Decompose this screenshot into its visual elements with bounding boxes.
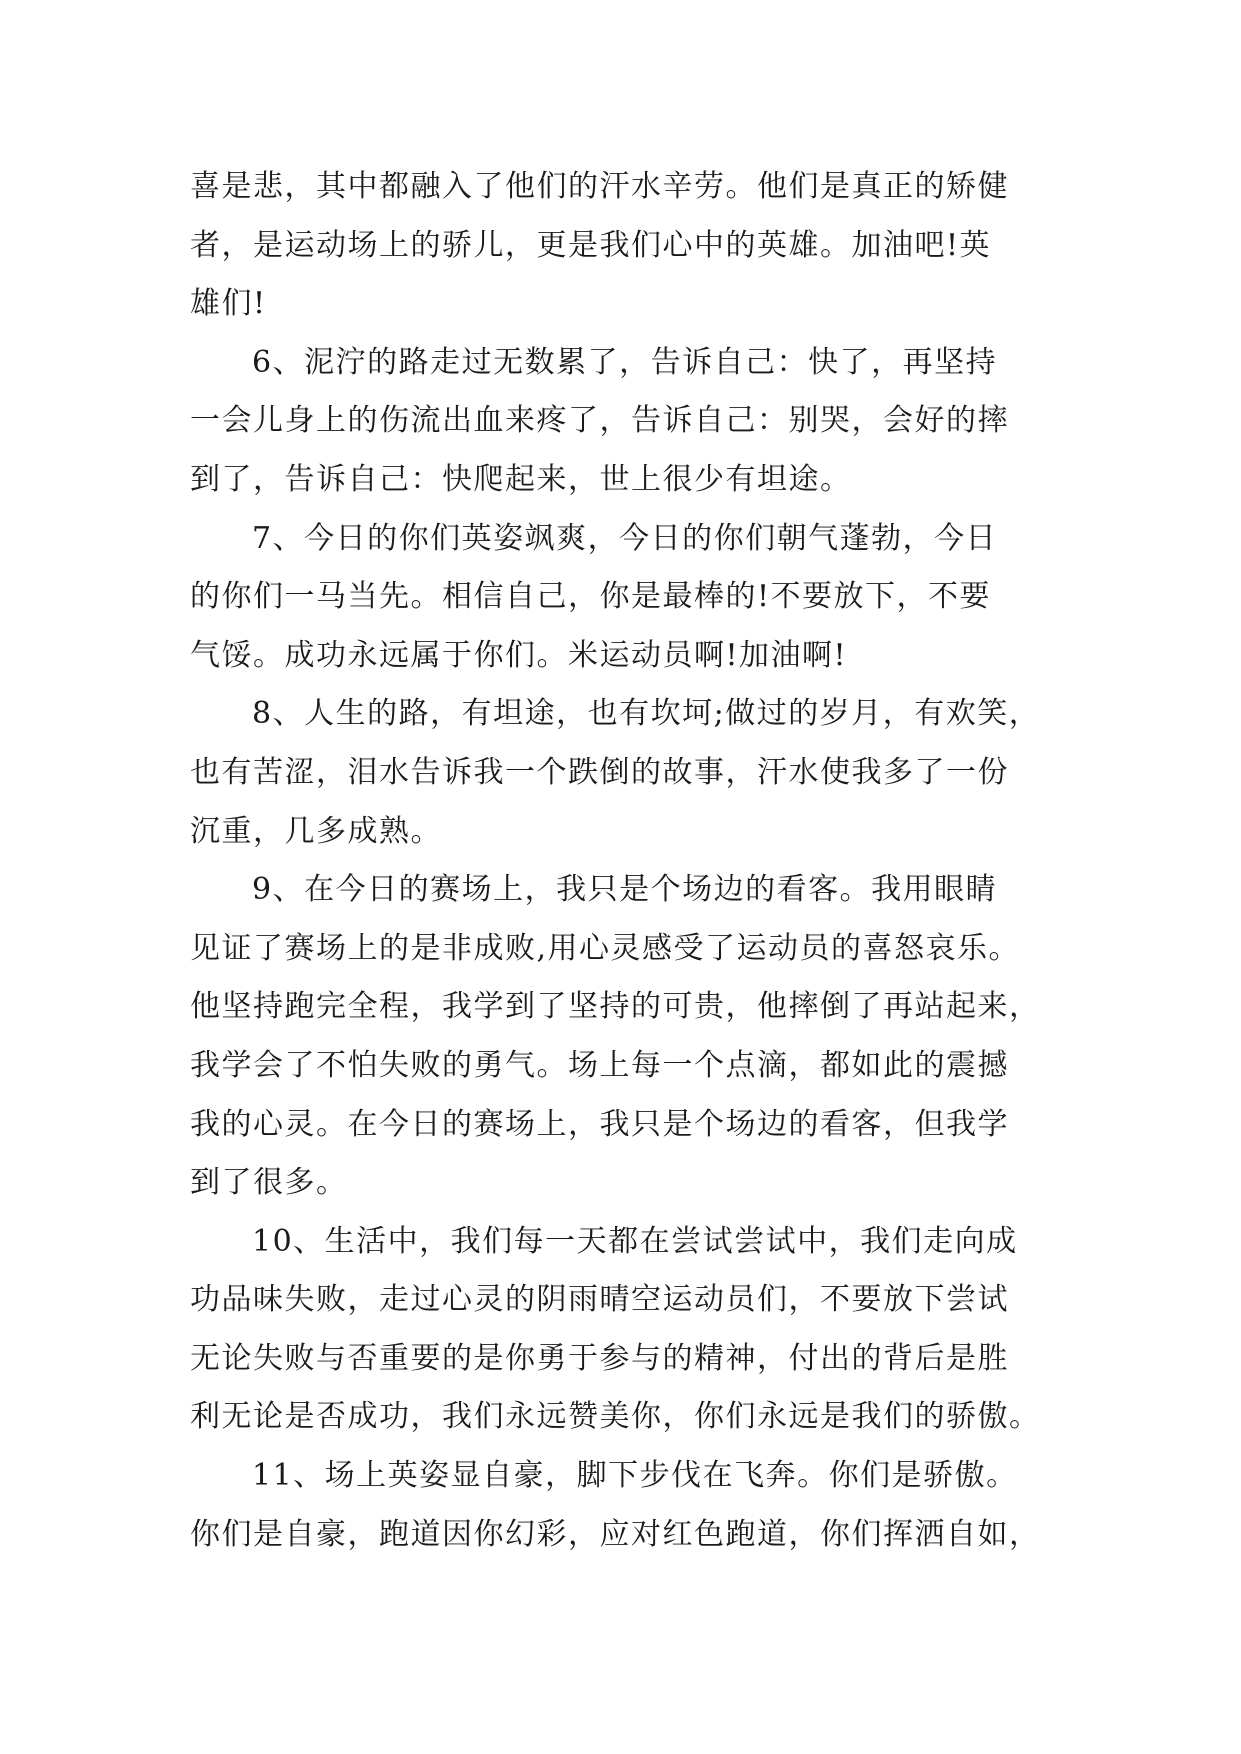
text-line: 雄们! <box>190 286 267 322</box>
text-line: 到了，告诉自己：快爬起来，世上很少有坦途。 <box>190 461 852 497</box>
text-line: 我的心灵。在今日的赛场上，我只是个场边的看客，但我学 <box>190 1106 1009 1142</box>
text-line: 也有苦涩，泪水告诉我一个跌倒的故事，汗水使我多了一份 <box>190 754 1009 790</box>
text-line: 你们是自豪，跑道因你幻彩，应对红色跑道，你们挥洒自如， <box>190 1516 1041 1552</box>
text-line: 我学会了不怕失败的勇气。场上每一个点滴，都如此的震撼 <box>190 1047 1009 1083</box>
paragraph-start-line: 11、场上英姿显自豪，脚下步伐在飞奔。你们是骄傲。 <box>252 1458 1018 1494</box>
paragraph-start-line: 8、人生的路，有坦途，也有坎坷;做过的岁月，有欢笑， <box>252 696 1041 732</box>
paragraph-start-line: 7、今日的你们英姿飒爽，今日的你们朝气蓬勃，今日 <box>252 520 998 556</box>
text-line: 气馁。成功永远属于你们。米运动员啊!加油啊! <box>190 637 848 673</box>
paragraph-start-line: 6、泥泞的路走过无数累了，告诉自己：快了，再坚持 <box>252 344 998 380</box>
text-line: 喜是悲，其中都融入了他们的汗水辛劳。他们是真正的矫健 <box>190 169 1009 204</box>
paragraph-start-line: 10、生活中，我们每一天都在尝试尝试中，我们走向成 <box>252 1223 1018 1259</box>
text-line: 沉重，几多成熟。 <box>190 813 442 849</box>
text-line: 他坚持跑完全程，我学到了坚持的可贵，他摔倒了再站起来， <box>190 989 1041 1025</box>
body-text <box>190 158 1070 1564</box>
text-line: 者，是运动场上的骄儿，更是我们心中的英雄。加油吧!英 <box>190 227 992 263</box>
text-line: 一会儿身上的伤流出血来疼了，告诉自己：别哭，会好的摔 <box>190 403 1009 439</box>
text-line: 利无论是否成功，我们永远赞美你，你们永远是我们的骄傲。 <box>190 1399 1041 1435</box>
paragraph-start-line: 9、在今日的赛场上，我只是个场边的看客。我用眼睛 <box>252 872 998 908</box>
text-line: 的你们一马当先。相信自己，你是最棒的!不要放下，不要 <box>190 579 992 615</box>
text-line: 到了很多。 <box>190 1165 348 1201</box>
text-line: 无论失败与否重要的是你勇于参与的精神，付出的背后是胜 <box>190 1340 1009 1376</box>
text-line: 见证了赛场上的是非成败,用心灵感受了运动员的喜怒哀乐。 <box>190 930 1021 966</box>
text-line: 功品味失败，走过心灵的阴雨晴空运动员们，不要放下尝试 <box>190 1282 1009 1318</box>
